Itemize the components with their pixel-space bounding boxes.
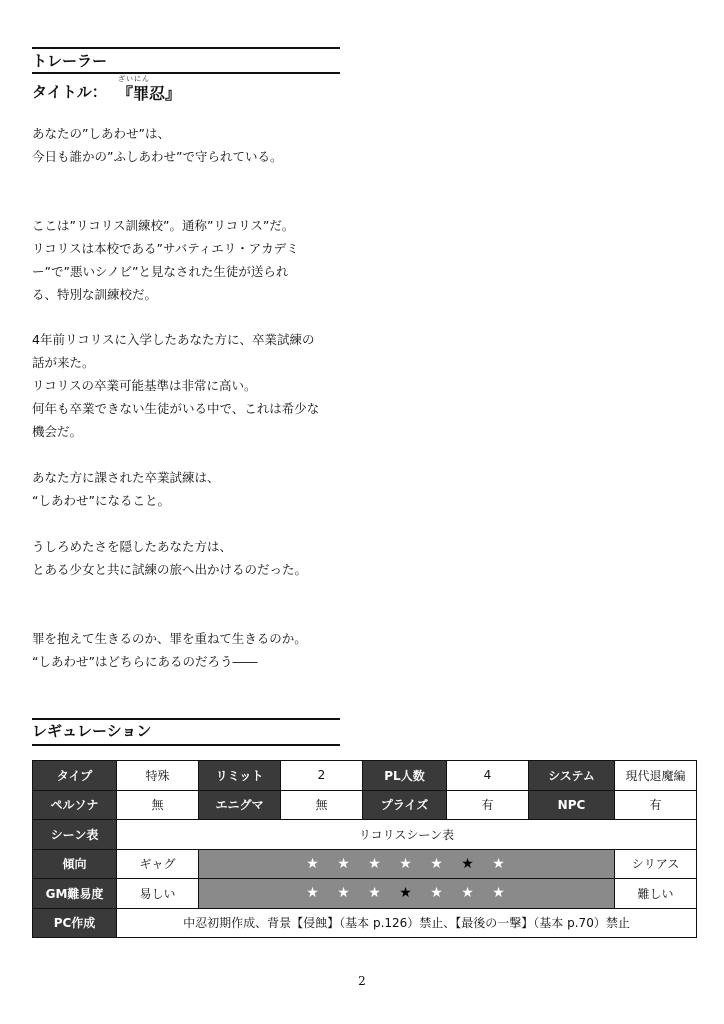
trailer-bottom-rule: [32, 72, 340, 74]
limit-label: リミット: [199, 761, 281, 791]
title-label: タイトル：: [32, 83, 107, 101]
table-row: [33, 908, 697, 938]
regulation-bottom-rule: [32, 744, 340, 746]
tendency-left-label: ギャグ: [117, 849, 199, 879]
star-icon: ★: [399, 855, 414, 872]
difficulty-right-label: 難しい: [615, 879, 697, 909]
persona-value: 無: [117, 790, 199, 820]
text-line: あなたの”しあわせ”は、: [32, 126, 170, 141]
trailer-paragraph: [32, 627, 307, 673]
pc-creation-value: 中忍初期作成、背景【侵蝕】（基本 p.126）禁止、【最後の一撃】（基本 p.70）禁止: [117, 908, 697, 938]
type-value: 特殊: [117, 761, 199, 791]
system-value: 現代退魔編: [615, 761, 697, 791]
trailer-paragraph: [32, 122, 282, 168]
npc-label: NPC: [529, 790, 615, 820]
table-row: [33, 790, 697, 820]
star-icon: ★: [337, 885, 352, 902]
tendency-right-label: シリアス: [615, 849, 697, 879]
title-work: 『罪忍』: [117, 84, 182, 103]
star-icon: ★: [337, 855, 352, 872]
regulation-heading: レギュレーション: [32, 722, 152, 740]
scene-table-value: リコリスシーン表: [117, 820, 697, 850]
star-icon: ★: [492, 855, 507, 872]
scene-table-label: シーン表: [33, 820, 117, 850]
difficulty-scale: [199, 879, 615, 909]
text-line: 罪を抱えて生きるのか、罪を重ねて生きるのか。: [32, 631, 307, 646]
persona-label: ペルソナ: [33, 790, 117, 820]
page-number: 2: [358, 974, 366, 988]
star-icon: ★: [368, 855, 383, 872]
text-line: とある少女と共に試練の旅へ出かけるのだった。: [32, 562, 308, 577]
npc-value: 有: [615, 790, 697, 820]
text-line: “しあわせ”はどちらにあるのだろう――: [32, 654, 258, 669]
text-line: リコリスの卒業可能基準は非常に高い。: [32, 378, 257, 393]
star-icon: ★: [306, 885, 321, 902]
text-line: 何年も卒業できない生徒がいる中で、これは希少な: [32, 401, 320, 416]
pl-count-value: 4: [447, 761, 529, 791]
text-line: あなた方に課された卒業試練は、: [32, 470, 220, 485]
text-line: リコリスは本校である”サバティエリ・アカデミ: [32, 241, 299, 256]
text-line: る、特別な訓練校だ。: [32, 287, 158, 302]
text-line: 4年前リコリスに入学したあなた方に、卒業試練の: [32, 332, 315, 347]
text-line: 話が来た。: [32, 355, 95, 370]
difficulty-left-label: 易しい: [117, 879, 199, 909]
text-line: ー”で”悪いシノビ”と見なされた生徒が送られ: [32, 264, 289, 279]
text-line: 今日も誰かの”ふしあわせ”で守られている。: [32, 149, 283, 164]
trailer-paragraph: [32, 535, 307, 581]
system-label: システム: [529, 761, 615, 791]
enigma-label: エニグマ: [199, 790, 281, 820]
star-icon: ★: [306, 855, 321, 872]
difficulty-label: GM難易度: [33, 879, 117, 909]
selected-star-icon: ★: [399, 885, 414, 902]
star-icon: ★: [461, 885, 476, 902]
text-line: ここは”リコリス訓練校”。通称”リコリス”だ。: [32, 218, 295, 233]
tendency-scale: [199, 849, 615, 879]
star-icon: ★: [368, 885, 383, 902]
table-row: [33, 879, 697, 909]
regulation-table: [32, 760, 697, 938]
limit-value: 2: [281, 761, 363, 791]
star-icon: ★: [492, 885, 507, 902]
title-ruby: ざいにん: [118, 75, 150, 83]
prize-value: 有: [447, 790, 529, 820]
table-row: [33, 761, 697, 791]
star-icon: ★: [430, 855, 445, 872]
text-line: 機会だ。: [32, 424, 83, 439]
type-label: タイプ: [33, 761, 117, 791]
prize-label: プライズ: [363, 790, 447, 820]
star-icon: ★: [430, 885, 445, 902]
selected-star-icon: ★: [461, 855, 476, 872]
text-line: うしろめたさを隠したあなた方は、: [32, 539, 233, 554]
table-row: [33, 820, 697, 850]
trailer-top-rule: [32, 47, 340, 49]
pc-creation-label: PC作成: [33, 908, 117, 938]
text-line: “しあわせ”になること。: [32, 493, 170, 508]
table-row: [33, 849, 697, 879]
trailer-paragraph: [32, 214, 299, 306]
enigma-value: 無: [281, 790, 363, 820]
trailer-paragraph: [32, 466, 220, 512]
tendency-label: 傾向: [33, 849, 117, 879]
trailer-paragraph: [32, 328, 319, 443]
pl-count-label: PL人数: [363, 761, 447, 791]
trailer-heading: トレーラー: [32, 52, 108, 70]
regulation-top-rule: [32, 718, 340, 720]
